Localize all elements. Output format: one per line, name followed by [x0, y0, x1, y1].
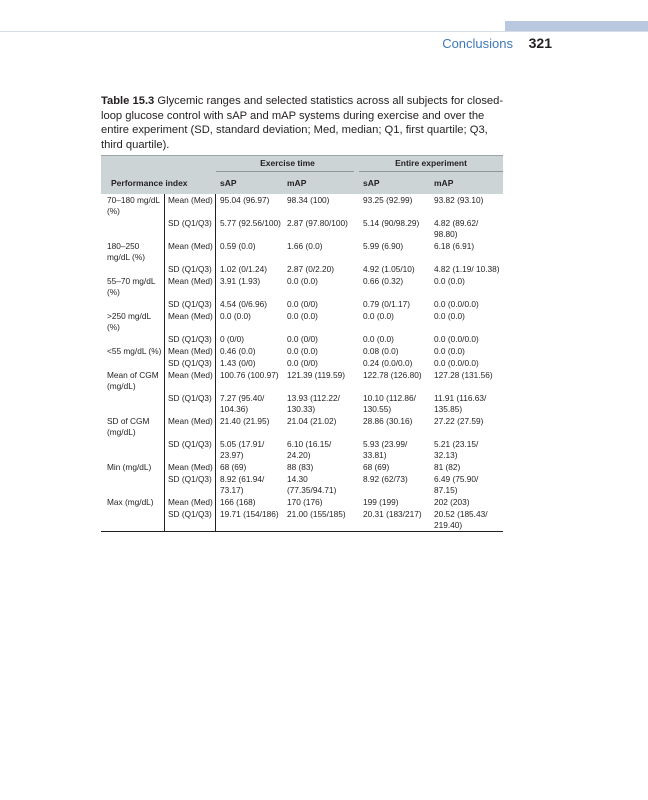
cell-entire-sap: 0.08 (0.0) [363, 346, 399, 356]
cell-exercise-map: 0.0 (0.0) [287, 311, 318, 321]
cell-statistic: Mean (Med) [168, 462, 213, 472]
cell-entire-map: 6.18 (6.91) [434, 241, 475, 251]
cell-exercise-sap: 0.59 (0.0) [220, 241, 256, 251]
cell-statistic: SD (Q1/Q3) [168, 334, 212, 344]
table-row [101, 345, 503, 357]
cell-exercise-sap: 0.0 (0.0) [220, 311, 251, 321]
cell-entire-map: 4.82 (89.62/ 98.80) [434, 218, 479, 239]
table-row [101, 461, 503, 473]
table-row [101, 298, 503, 310]
cell-entire-sap: 10.10 (112.86/ 130.55) [363, 393, 416, 414]
cell-exercise-map: 2.87 (0/2.20) [287, 264, 335, 274]
cell-entire-map: 0.0 (0.0/0.0) [434, 299, 479, 309]
cell-performance-index: Min (mg/dL) [107, 462, 152, 472]
cell-exercise-sap: 5.77 (92.56/100) [220, 218, 281, 228]
cell-entire-map: 0.0 (0.0) [434, 311, 465, 321]
cell-performance-index [101, 357, 164, 369]
cell-statistic: Mean (Med) [168, 276, 213, 286]
running-header-section: Conclusions [442, 36, 514, 51]
cell-exercise-sap: 0 (0/0) [220, 334, 244, 344]
page-header-color-bar [505, 21, 648, 31]
cell-exercise-map: 0.0 (0/0) [287, 358, 318, 368]
cell-entire-sap: 4.92 (1.05/10) [363, 264, 415, 274]
cell-performance-index [101, 508, 164, 531]
page-number: 321 [528, 35, 552, 51]
table-row [101, 263, 503, 275]
cell-statistic: SD (Q1/Q3) [168, 393, 212, 403]
table-caption-text: Glycemic ranges and selected statistics across all subjects for closed-loop glucose control with sAP and mAP systems during exercise and over the entire experiment (SD, standard deviation; Med, median; Q1, first quartile; Q3, third quartile). [101, 95, 504, 151]
cell-exercise-map: 21.04 (21.02) [287, 416, 337, 426]
cell-exercise-map: 1.66 (0.0) [287, 241, 323, 251]
cell-exercise-map: 0.0 (0.0) [287, 276, 318, 286]
cell-entire-sap: 122.78 (126.80) [363, 370, 422, 380]
column-header-exercise-sap: sAP [220, 178, 237, 188]
table-row [101, 369, 503, 392]
cell-exercise-sap: 5.05 (17.91/ 23.97) [220, 439, 265, 460]
cell-statistic: SD (Q1/Q3) [168, 218, 212, 228]
table-row [101, 508, 503, 531]
cell-performance-index [101, 392, 164, 415]
cell-performance-index [101, 473, 164, 496]
table-caption-label: Table 15.3 [101, 95, 155, 107]
cell-exercise-map: 0.0 (0/0) [287, 334, 318, 344]
cell-performance-index [101, 333, 164, 345]
cell-entire-map: 127.28 (131.56) [434, 370, 493, 380]
statistics-table [101, 155, 503, 532]
cell-exercise-map: 14.30 (77.35/94.71) [287, 474, 337, 495]
cell-entire-map: 0.0 (0.0) [434, 276, 465, 286]
cell-exercise-map: 0.0 (0.0) [287, 346, 318, 356]
cell-performance-index: 55–70 mg/dL (%) [107, 276, 156, 297]
cell-statistic: SD (Q1/Q3) [168, 509, 212, 519]
cell-performance-index [101, 263, 164, 275]
cell-statistic: Mean (Med) [168, 370, 213, 380]
cell-entire-sap: 93.25 (92.99) [363, 195, 413, 205]
table-caption [101, 94, 506, 152]
column-header-entire-map: mAP [434, 178, 454, 188]
cell-exercise-sap: 100.76 (100.97) [220, 370, 279, 380]
table-header [101, 155, 503, 194]
cell-entire-map: 20.52 (185.43/ 219.40) [434, 509, 488, 530]
group-underline-exercise [216, 171, 354, 172]
cell-statistic: Mean (Med) [168, 346, 213, 356]
cell-exercise-map: 13.93 (112.22/ 130.33) [287, 393, 340, 414]
cell-exercise-map: 98.34 (100) [287, 195, 330, 205]
table-row [101, 496, 503, 508]
cell-exercise-sap: 21.40 (21.95) [220, 416, 270, 426]
cell-exercise-sap: 1.43 (0/0) [220, 358, 256, 368]
table-row [101, 392, 503, 415]
cell-exercise-sap: 7.27 (95.40/ 104.36) [220, 393, 265, 414]
cell-performance-index [101, 217, 164, 240]
cell-entire-map: 11.91 (116.63/ 135.85) [434, 393, 487, 414]
cell-exercise-map: 88 (83) [287, 462, 314, 472]
table-row [101, 275, 503, 298]
table-row [101, 194, 503, 217]
cell-entire-sap: 28.86 (30.16) [363, 416, 413, 426]
cell-exercise-sap: 4.54 (0/6.96) [220, 299, 268, 309]
cell-exercise-sap: 19.71 (154/186) [220, 509, 279, 519]
cell-statistic: Mean (Med) [168, 416, 213, 426]
table-row [101, 310, 503, 333]
cell-exercise-sap: 95.04 (96.97) [220, 195, 270, 205]
cell-entire-sap: 0.0 (0.0) [363, 334, 394, 344]
running-header [442, 35, 552, 51]
cell-statistic: Mean (Med) [168, 497, 213, 507]
cell-statistic: SD (Q1/Q3) [168, 358, 212, 368]
cell-performance-index: SD of CGM (mg/dL) [107, 416, 150, 437]
table-row [101, 333, 503, 345]
cell-entire-sap: 5.93 (23.99/ 33.81) [363, 439, 408, 460]
cell-exercise-map: 121.39 (119.59) [287, 370, 345, 380]
page-header-rule [0, 31, 648, 32]
cell-exercise-map: 21.00 (155/185) [287, 509, 346, 519]
cell-performance-index: 180–250 mg/dL (%) [107, 241, 145, 262]
cell-statistic: SD (Q1/Q3) [168, 299, 212, 309]
cell-performance-index [101, 438, 164, 461]
cell-statistic: Mean (Med) [168, 311, 213, 321]
cell-entire-map: 4.82 (1.19/ 10.38) [434, 264, 500, 274]
cell-entire-sap: 0.79 (0/1.17) [363, 299, 411, 309]
cell-exercise-map: 6.10 (16.15/ 24.20) [287, 439, 332, 460]
cell-exercise-sap: 3.91 (1.93) [220, 276, 261, 286]
cell-performance-index: >250 mg/dL (%) [107, 311, 151, 332]
cell-statistic: Mean (Med) [168, 241, 213, 251]
cell-entire-sap: 20.31 (183/217) [363, 509, 422, 519]
table-body [101, 194, 503, 531]
column-header-exercise-map: mAP [287, 178, 307, 188]
cell-entire-sap: 5.99 (6.90) [363, 241, 404, 251]
table-row [101, 217, 503, 240]
cell-performance-index [101, 298, 164, 310]
column-header-performance-index: Performance index [111, 178, 188, 188]
cell-performance-index: <55 mg/dL (%) [107, 346, 162, 356]
cell-entire-sap: 0.0 (0.0) [363, 311, 394, 321]
table-row [101, 415, 503, 438]
cell-exercise-sap: 0.46 (0.0) [220, 346, 256, 356]
cell-exercise-map: 0.0 (0/0) [287, 299, 318, 309]
column-header-entire-sap: sAP [363, 178, 380, 188]
cell-entire-sap: 199 (199) [363, 497, 399, 507]
cell-entire-map: 202 (203) [434, 497, 470, 507]
cell-statistic: SD (Q1/Q3) [168, 439, 212, 449]
cell-entire-map: 5.21 (23.15/ 32.13) [434, 439, 479, 460]
cell-performance-index: 70–180 mg/dL (%) [107, 195, 160, 216]
cell-exercise-map: 2.87 (97.80/100) [287, 218, 348, 228]
cell-exercise-map: 170 (176) [287, 497, 323, 507]
group-header-exercise-time: Exercise time [260, 158, 315, 168]
cell-performance-index: Mean of CGM (mg/dL) [107, 370, 159, 391]
table-row [101, 473, 503, 496]
cell-entire-map: 81 (82) [434, 462, 461, 472]
cell-entire-sap: 0.66 (0.32) [363, 276, 404, 286]
cell-entire-sap: 68 (69) [363, 462, 390, 472]
cell-entire-map: 0.0 (0.0/0.0) [434, 358, 479, 368]
cell-entire-map: 6.49 (75.90/ 87.15) [434, 474, 479, 495]
cell-statistic: Mean (Med) [168, 195, 213, 205]
cell-exercise-sap: 166 (168) [220, 497, 256, 507]
cell-exercise-sap: 1.02 (0/1.24) [220, 264, 268, 274]
cell-performance-index: Max (mg/dL) [107, 497, 154, 507]
cell-exercise-sap: 68 (69) [220, 462, 247, 472]
cell-statistic: SD (Q1/Q3) [168, 474, 212, 484]
cell-statistic: SD (Q1/Q3) [168, 264, 212, 274]
group-underline-entire [359, 171, 503, 172]
cell-entire-map: 0.0 (0.0) [434, 346, 465, 356]
cell-entire-map: 27.22 (27.59) [434, 416, 484, 426]
cell-entire-sap: 8.92 (62/73) [363, 474, 408, 484]
cell-entire-map: 0.0 (0.0/0.0) [434, 334, 479, 344]
table-row [101, 240, 503, 263]
table-row [101, 438, 503, 461]
group-header-entire-experiment: Entire experiment [395, 158, 467, 168]
cell-entire-sap: 5.14 (90/98.29) [363, 218, 420, 228]
cell-exercise-sap: 8.92 (61.94/ 73.17) [220, 474, 265, 495]
cell-entire-map: 93.82 (93.10) [434, 195, 484, 205]
cell-entire-sap: 0.24 (0.0/0.0) [363, 358, 413, 368]
table-row [101, 357, 503, 369]
